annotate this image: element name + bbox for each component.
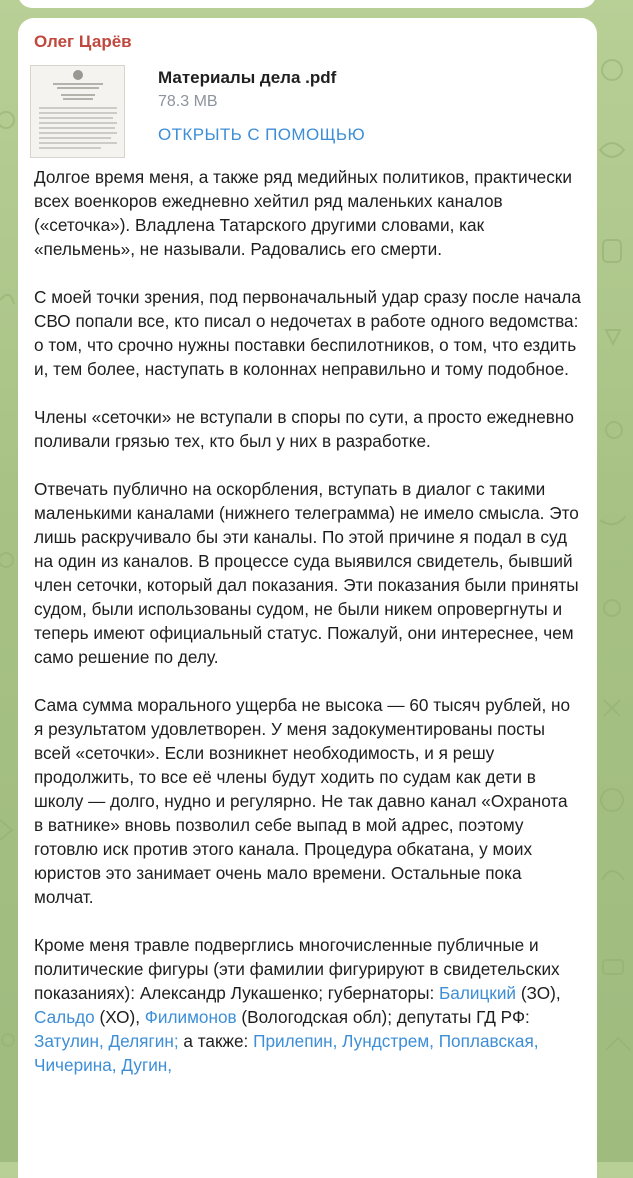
text-span: а также: <box>178 1031 254 1051</box>
text-span: (ЗО), <box>516 983 561 1003</box>
pdf-thumbnail[interactable] <box>30 65 125 158</box>
hashtag-link-saldo[interactable]: Сальдо <box>34 1007 95 1027</box>
previous-message-bubble <box>18 0 596 8</box>
file-size: 78.3 MB <box>158 93 218 110</box>
file-attachment[interactable] <box>34 65 581 165</box>
message-paragraph: С моей точки зрения, под первоначальный удар сразу после начала СВО попали все, кто писал о недочетах в работе одного ведомства: о том, что срочно нужны поставки беспилотников, о том, что ездить и, тем более, наступать в колоннах неправильно и тому подобное. <box>34 287 581 379</box>
hashtag-link-others[interactable]: Прилепин, Лундстрем, Поплавская, Чичерина, Дугин, <box>34 1031 539 1075</box>
message-paragraph: Члены «сеточки» не вступали в споры по сути, а просто ежедневно поливали грязью тех, кто был у них в разработке. <box>34 407 574 451</box>
hashtag-link-deputies[interactable]: Затулин, Делягин; <box>34 1031 179 1051</box>
open-with-button[interactable]: ОТКРЫТЬ С ПОМОЩЬЮ <box>158 125 366 144</box>
text-span: (ХО), <box>94 1007 145 1027</box>
hashtag-link-filimonov[interactable]: Филимонов <box>144 1007 237 1027</box>
hashtag-link-balitsky[interactable]: Балицкий <box>439 983 517 1003</box>
message-bubble <box>18 18 597 1178</box>
file-name[interactable]: Материалы дела .pdf <box>158 68 337 87</box>
message-paragraph: Сама сумма морального ущерба не высока — 60 тысяч рублей, но я результатом удовлетворен. У меня задокументированы посты всей «сеточки». Если возникнет необходимость, и я решу продолжить, то все её члены будут ходить по судам как дети в школу — долго, нудно и регулярно. Не так давно канал «Охранота в ватнике» вновь позволил себе выпад в мой адрес, поэтому готовлю иск против этого канала. Процедура обкатана, у моих юристов это занимает очень мало времени. Остальные пока молчат. <box>34 695 571 907</box>
text-span: Кроме меня травле подверглись многочисленные публичные и политические фигуры (эти фамилии фигурируют в свидетельских показаниях): Александр Лукашенко; губернаторы: <box>34 935 560 1003</box>
sender-name[interactable]: Олег Царёв <box>34 32 132 51</box>
text-span: (Вологодская обл); депутаты ГД РФ: <box>236 1007 530 1027</box>
message-text <box>34 165 581 1077</box>
message-paragraph: Отвечать публично на оскорбления, вступать в диалог с такими маленькими каналами (нижнего телеграмма) не имело смысла. Это лишь раскручивало бы эти каналы. По этой причине я подал в суд на один из каналов. В процессе суда выявился свидетель, бывший член сеточки, который дал показания. Эти показания были приняты судом, были использованы судом, не были никем опровергнуты и теперь имеют официальный статус. Пожалуй, они интереснее, чем само решение по делу. <box>34 479 579 667</box>
message-paragraph-last <box>34 933 581 1077</box>
message-paragraph: Долгое время меня, а также ряд медийных политиков, практически всех военкоров ежедневно хейтил ряд маленьких каналов («сеточка»). Владлена Татарского другими словами, как «пельмень», не называли. Радовались его смерти. <box>34 167 572 259</box>
